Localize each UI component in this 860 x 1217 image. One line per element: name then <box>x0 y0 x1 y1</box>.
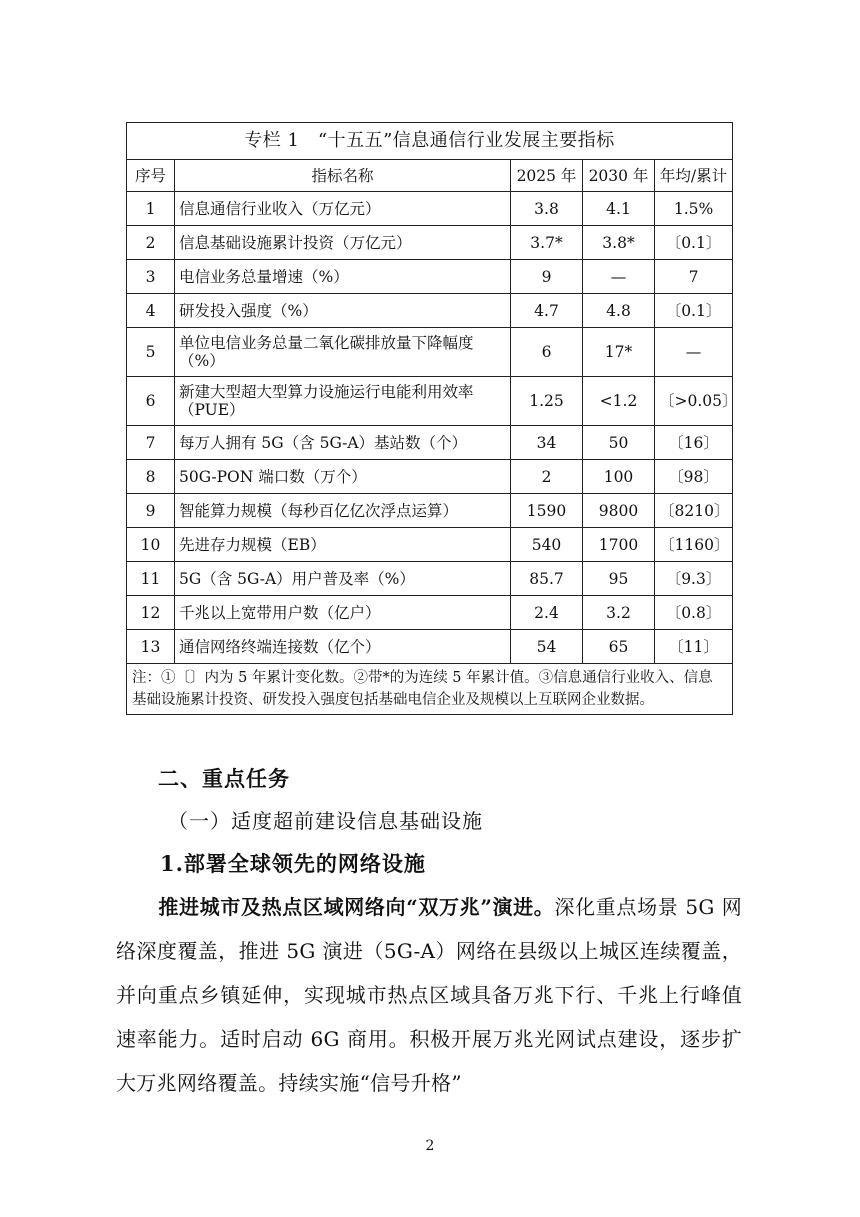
row-number: 4 <box>127 294 175 328</box>
value-2025: 3.8 <box>511 192 583 226</box>
value-2025: 2.4 <box>511 596 583 630</box>
table-row <box>127 528 733 562</box>
table-header-row <box>127 160 733 192</box>
indicator-name: 5G（含 5G-A）用户普及率（%） <box>175 562 511 596</box>
table-row <box>127 630 733 664</box>
header-2025: 2025 年 <box>511 160 583 192</box>
value-avg: — <box>655 328 733 377</box>
table-row <box>127 460 733 494</box>
table-caption: 专栏 1 “十五五”信息通信行业发展主要指标 <box>127 123 733 160</box>
row-number: 5 <box>127 328 175 377</box>
value-2030: 50 <box>583 426 655 460</box>
value-2025: 9 <box>511 260 583 294</box>
indicator-name: 千兆以上宽带用户数（亿户） <box>175 596 511 630</box>
value-2025: 1.25 <box>511 377 583 426</box>
value-avg: 7 <box>655 260 733 294</box>
indicator-name: 信息通信行业收入（万亿元） <box>175 192 511 226</box>
value-avg: 〔>0.05〕 <box>655 377 733 426</box>
table-row <box>127 192 733 226</box>
header-name: 指标名称 <box>175 160 511 192</box>
value-2030: 95 <box>583 562 655 596</box>
row-number: 6 <box>127 377 175 426</box>
table-row <box>127 226 733 260</box>
value-2025: 6 <box>511 328 583 377</box>
value-2025: 4.7 <box>511 294 583 328</box>
indicator-name: 新建大型超大型算力设施运行电能利用效率（PUE） <box>175 377 511 426</box>
value-avg: 〔11〕 <box>655 630 733 664</box>
value-avg: 〔0.1〕 <box>655 226 733 260</box>
indicators-table <box>126 122 738 715</box>
indicator-name: 信息基础设施累计投资（万亿元） <box>175 226 511 260</box>
table-row <box>127 494 733 528</box>
section-heading: 二、重点任务 <box>158 766 290 791</box>
table-row <box>127 562 733 596</box>
indicator-name: 单位电信业务总量二氧化碳排放量下降幅度（%） <box>175 328 511 377</box>
value-avg: 〔9.3〕 <box>655 562 733 596</box>
row-number: 11 <box>127 562 175 596</box>
row-number: 2 <box>127 226 175 260</box>
value-avg: 〔98〕 <box>655 460 733 494</box>
value-2030: 65 <box>583 630 655 664</box>
row-number: 8 <box>127 460 175 494</box>
value-2025: 3.7* <box>511 226 583 260</box>
row-number: 7 <box>127 426 175 460</box>
value-2030: 100 <box>583 460 655 494</box>
header-no: 序号 <box>127 160 175 192</box>
table-note: 注：①〔〕内为 5 年累计变化数。②带*的为连续 5 年累计值。③信息通信行业收入、信息基础设施累计投资、研发投入强度包括基础电信企业及规模以上互联网企业数据。 <box>127 664 733 715</box>
row-number: 3 <box>127 260 175 294</box>
value-2030: — <box>583 260 655 294</box>
table-row <box>127 377 733 426</box>
indicator-name: 每万人拥有 5G（含 5G-A）基站数（个） <box>175 426 511 460</box>
value-avg: 〔0.8〕 <box>655 596 733 630</box>
table-row <box>127 260 733 294</box>
value-2025: 1590 <box>511 494 583 528</box>
value-2030: 4.1 <box>583 192 655 226</box>
value-2025: 85.7 <box>511 562 583 596</box>
value-2030: 3.2 <box>583 596 655 630</box>
row-number: 9 <box>127 494 175 528</box>
value-avg: 1.5% <box>655 192 733 226</box>
value-2025: 34 <box>511 426 583 460</box>
header-2030: 2030 年 <box>583 160 655 192</box>
value-avg: 〔8210〕 <box>655 494 733 528</box>
table-row <box>127 426 733 460</box>
indicator-name: 通信网络终端连接数（亿个） <box>175 630 511 664</box>
table-row <box>127 328 733 377</box>
paragraph-text: 深化重点场景 5G 网络深度覆盖，推进 5G 演进（5G-A）网络在县级以上城区连续覆盖，并向重点乡镇延伸，实现城市热点区域具备万兆下行、千兆上行峰值速率能力。适时启动 6G 商用。积极开展万兆光网试点建设，逐步扩大万兆网络覆盖。持续实施“信号升格” <box>116 895 743 1095</box>
value-2025: 54 <box>511 630 583 664</box>
value-2030: 17* <box>583 328 655 377</box>
row-number: 1 <box>127 192 175 226</box>
row-number: 12 <box>127 596 175 630</box>
subsection-heading: （一）适度超前建设信息基础设施 <box>168 809 483 833</box>
value-2025: 540 <box>511 528 583 562</box>
header-avg: 年均/累计 <box>655 160 733 192</box>
indicator-name: 先进存力规模（EB） <box>175 528 511 562</box>
value-2030: <1.2 <box>583 377 655 426</box>
page-number: 2 <box>425 1138 435 1154</box>
table-row <box>127 596 733 630</box>
item-heading: 1.部署全球领先的网络设施 <box>160 851 426 876</box>
value-2025: 2 <box>511 460 583 494</box>
value-2030: 4.8 <box>583 294 655 328</box>
value-2030: 9800 <box>583 494 655 528</box>
indicator-name: 智能算力规模（每秒百亿亿次浮点运算） <box>175 494 511 528</box>
indicator-name: 电信业务总量增速（%） <box>175 260 511 294</box>
value-2030: 1700 <box>583 528 655 562</box>
value-avg: 〔16〕 <box>655 426 733 460</box>
row-number: 10 <box>127 528 175 562</box>
table-row <box>127 294 733 328</box>
value-avg: 〔1160〕 <box>655 528 733 562</box>
paragraph-lead: 推进城市及热点区域网络向“双万兆”演进。 <box>158 895 555 919</box>
body-paragraph <box>116 885 742 1105</box>
row-number: 13 <box>127 630 175 664</box>
indicator-name: 研发投入强度（%） <box>175 294 511 328</box>
value-2030: 3.8* <box>583 226 655 260</box>
table-note-row <box>127 664 733 715</box>
value-avg: 〔0.1〕 <box>655 294 733 328</box>
indicator-name: 50G-PON 端口数（万个） <box>175 460 511 494</box>
